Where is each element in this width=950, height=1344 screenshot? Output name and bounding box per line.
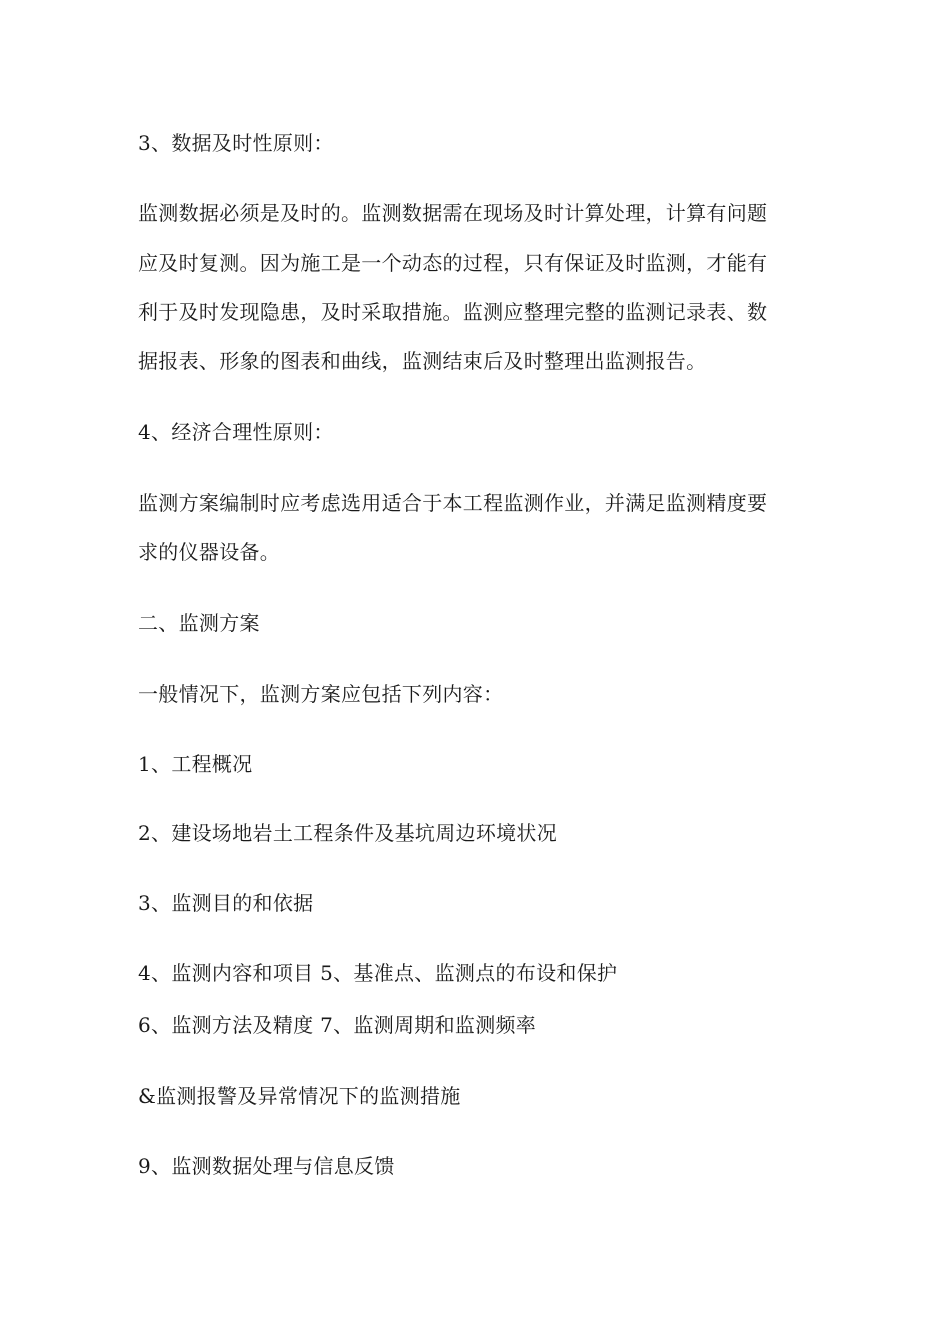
paragraph-line: 求的仪器设备。	[138, 540, 281, 564]
heading-principle-3: 3、数据及时性原则：	[138, 131, 334, 155]
list-item: 3、监测目的和依据	[138, 891, 314, 915]
intro-text: 一般情况下，监测方案应包括下列内容：	[138, 682, 504, 706]
paragraph-line: 利于及时发现隐患，及时采取措施。监测应整理完整的监测记录表、数	[138, 300, 768, 324]
paragraph-line: 监测方案编制时应考虑选用适合于本工程监测作业，并满足监测精度要	[138, 491, 768, 515]
heading-principle-4: 4、经济合理性原则：	[138, 420, 334, 444]
list-item: 2、建设场地岩土工程条件及基坑周边环境状况	[138, 821, 558, 845]
section-title: 二、监测方案	[138, 611, 260, 635]
list-item: 1、工程概况	[138, 752, 253, 776]
list-item: 9、监测数据处理与信息反馈	[138, 1154, 395, 1178]
paragraph-line: 应及时复测。因为施工是一个动态的过程，只有保证及时监测，才能有	[138, 251, 768, 275]
list-item: 4、监测内容和项目 5、基准点、监测点的布设和保护	[138, 961, 618, 985]
paragraph-line: 监测数据必须是及时的。监测数据需在现场及时计算处理，计算有问题	[138, 201, 768, 225]
list-item: 6、监测方法及精度 7、监测周期和监测频率	[138, 1013, 537, 1037]
paragraph-line: 据报表、形象的图表和曲线，监测结束后及时整理出监测报告。	[138, 349, 707, 373]
list-item: &监测报警及异常情况下的监测措施	[138, 1084, 461, 1108]
